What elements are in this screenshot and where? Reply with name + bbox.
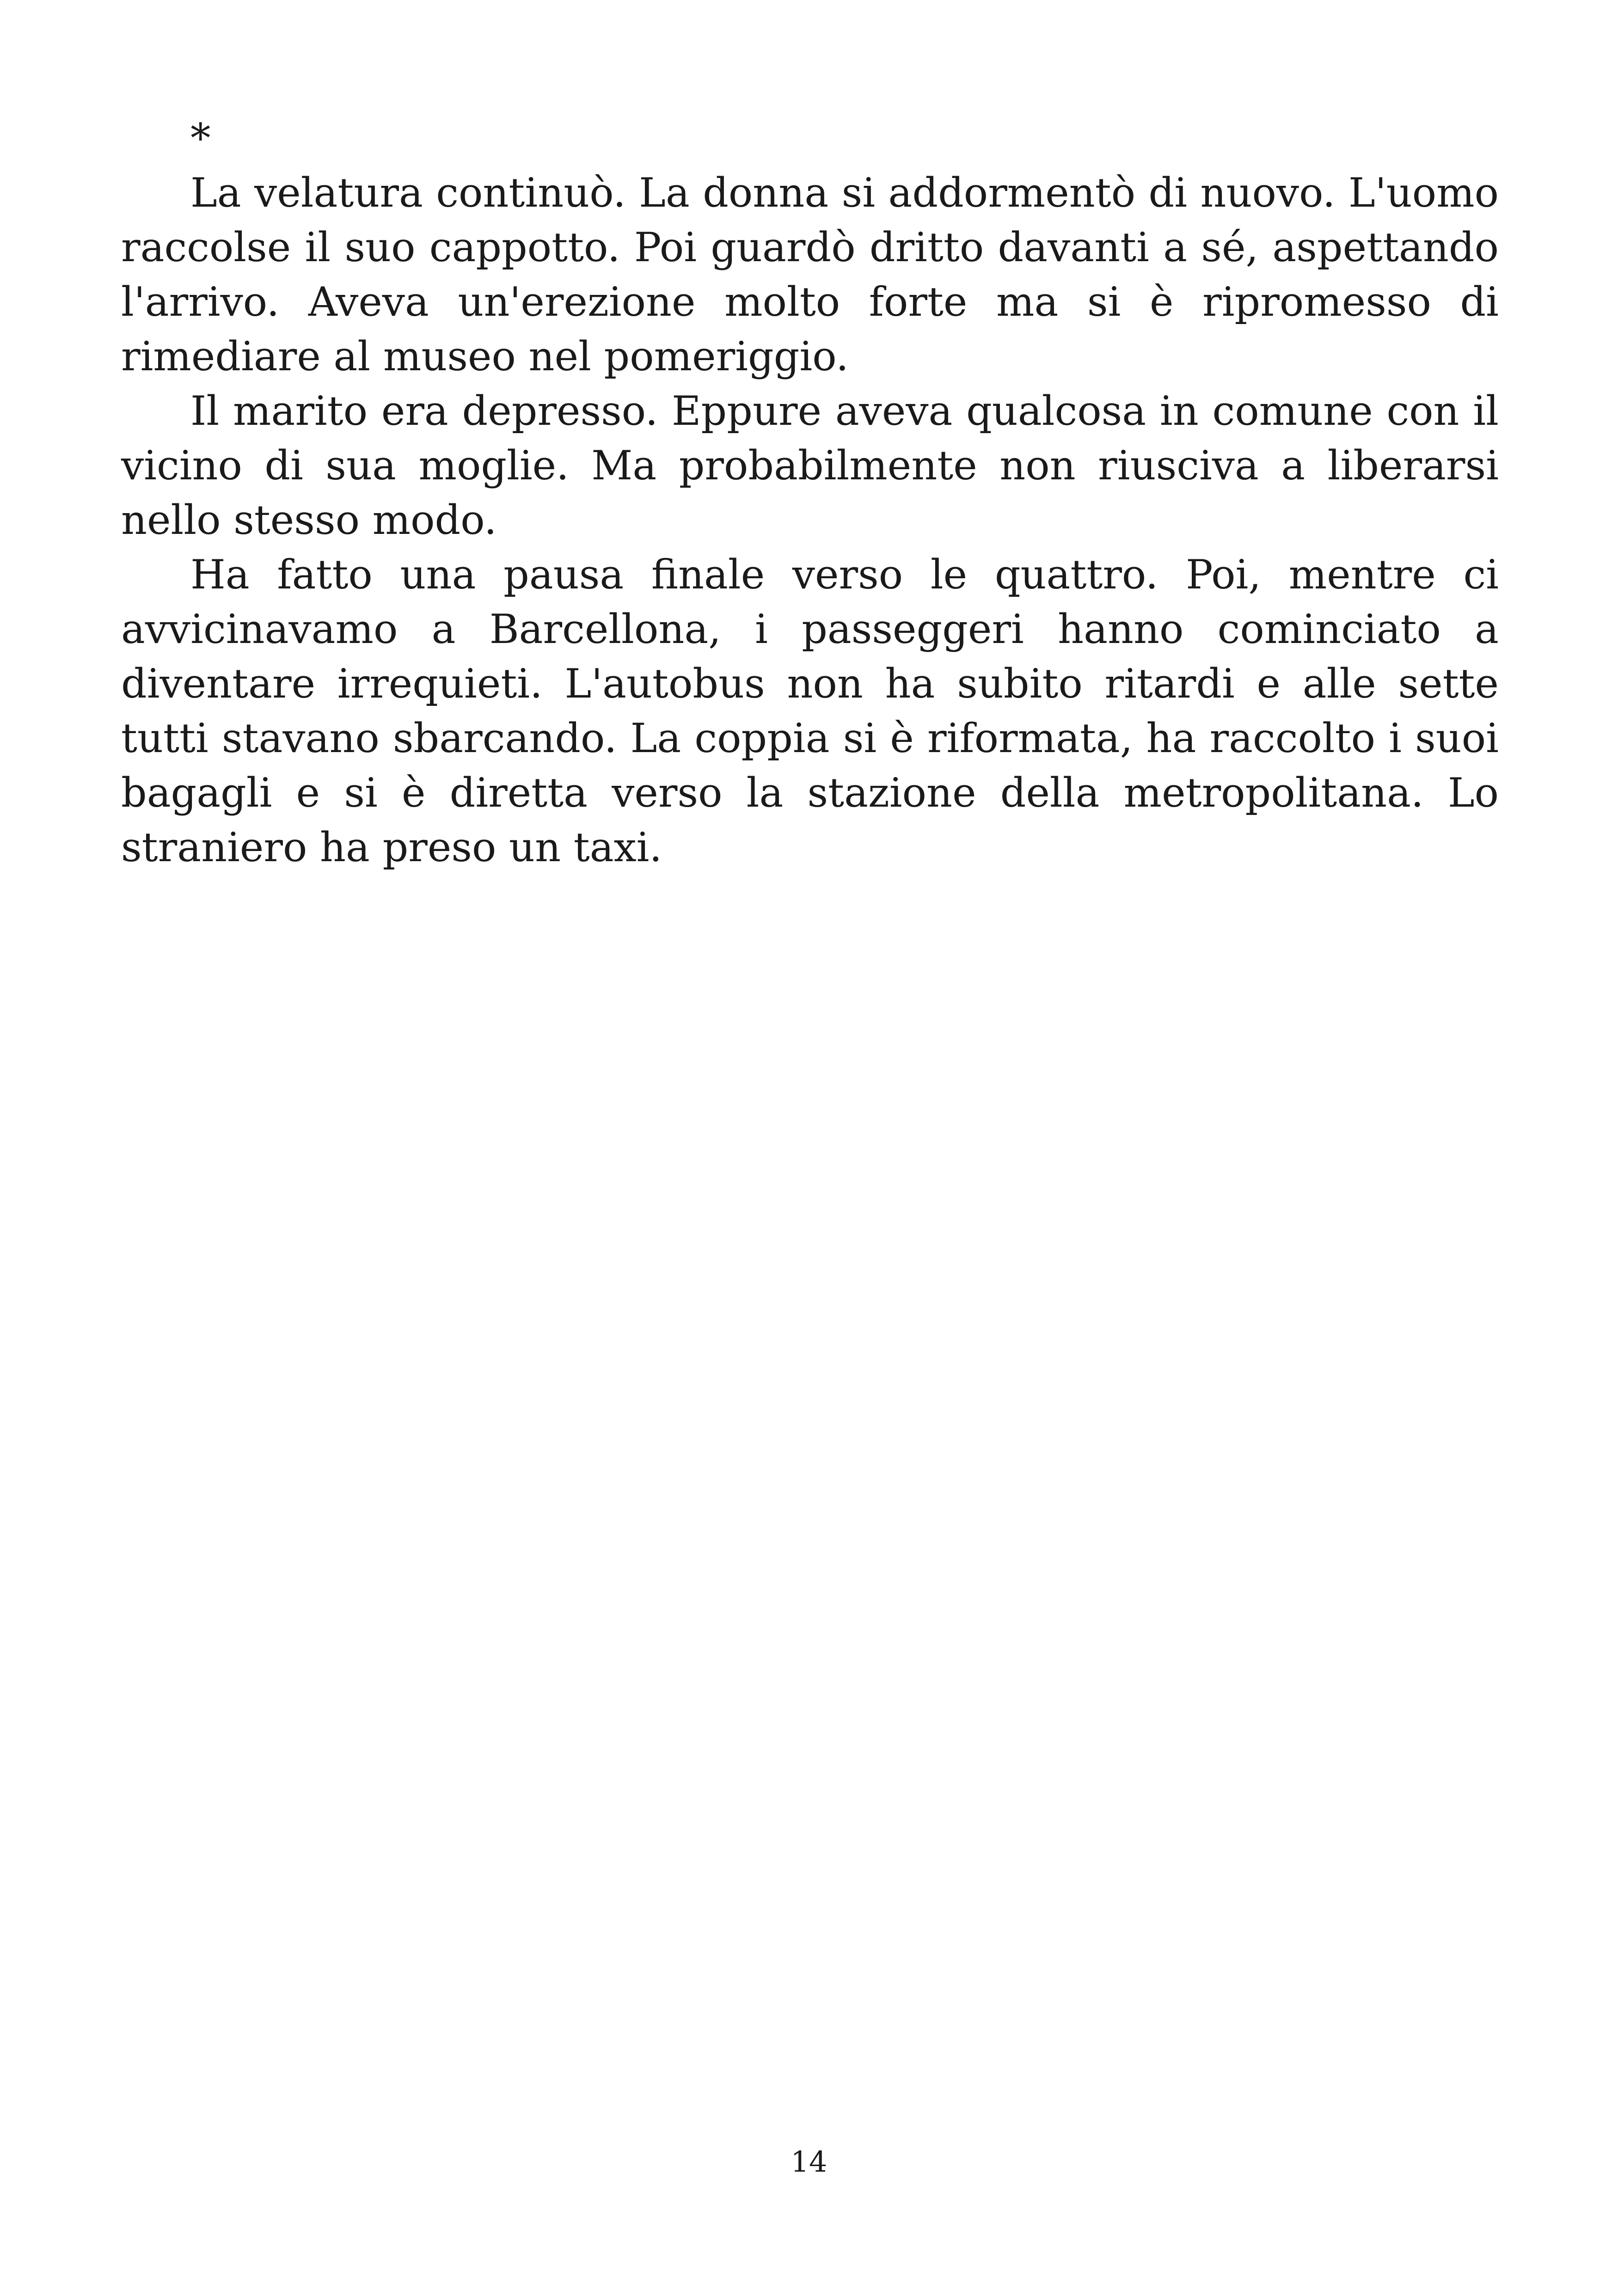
page-number: 14 [791, 2145, 827, 2179]
body-text [121, 111, 1499, 875]
paragraph-2: Il marito era depresso. Eppure aveva qualcosa in comune con il vicino di sua moglie. Ma probabilmente non riusciva a liberarsi nello stesso modo. [121, 387, 1499, 544]
paragraph-1: La velatura continuò. La donna si addormentò di nuovo. L'uomo raccolse il suo cappotto. Poi guardò dritto davanti a sé, aspettando l'arrivo. Aveva un'erezione molto forte ma si è ripromesso di rimediare al museo nel pomeriggio. [121, 169, 1499, 380]
paragraph-3: Ha fatto una pausa finale verso le quattro. Poi, mentre ci avvicinavamo a Barcellona, i passeggeri hanno cominciato a diventare irrequieti. L'autobus non ha subito ritardi e alle sette tutti stavano sbarcando. La coppia si è riformata, ha raccolto i suoi bagagli e si è diretta verso la stazione della metropolitana. Lo straniero ha preso un taxi. [121, 551, 1499, 871]
section-separator: * [190, 115, 211, 162]
